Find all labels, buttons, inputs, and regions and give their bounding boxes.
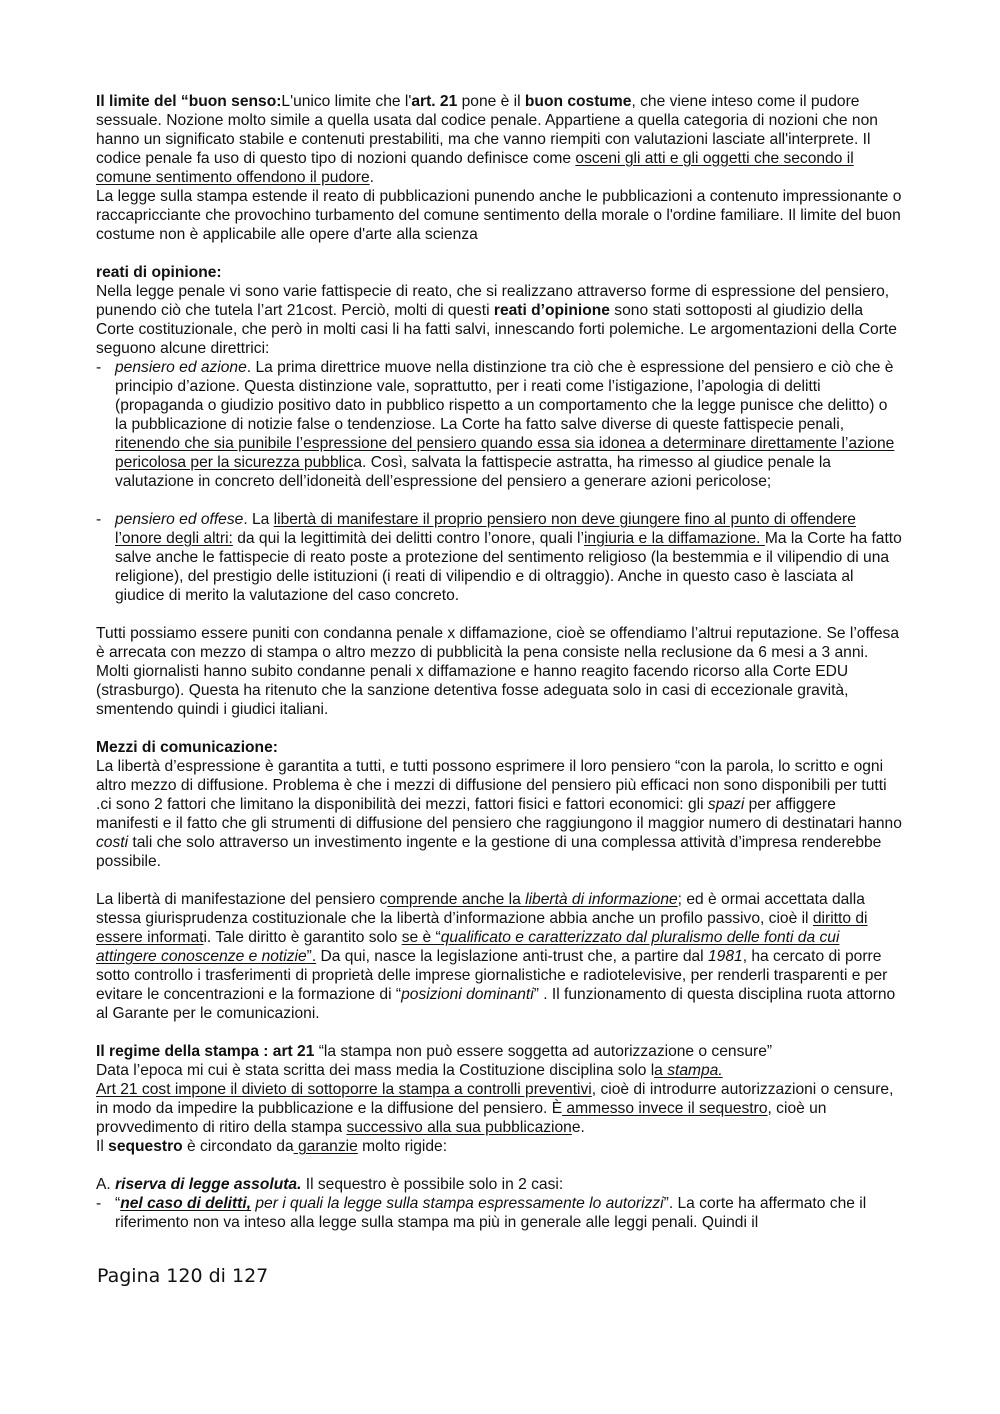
section-title-buon-senso: Il limite del “buon senso: [96,93,282,110]
reati-list [96,358,902,491]
section-title-mezzi: Mezzi di comunicazione: [96,739,278,756]
reati-list-2 [96,510,902,605]
section-title-stampa: Il regime della stampa : art 21 [96,1043,315,1060]
document-page [96,92,902,1232]
sequestro-list [96,1194,902,1232]
stampa-epoca-line: Data l’epoca mi cui è stata scritta dei mass media la Costituzione disciplina solo la stampa. [96,1062,723,1079]
list-item: - pensiero ed offese. La libertà di manifestare il proprio pensiero non deve giungere fino al punto di offendere l’onore degli altri: da qui la legittimità dei delitti contro l’onore, quali l’ingiuria e la diffamazione. Ma la Corte ha fatto salve anche le fattispecie di reato poste a protezione del sentimento religioso (la bestemmia e il vilipendio di una religione), del prestigio delle istituzioni (i reati di vilipendio e di oltraggio). Anche in questo caso è lasciata al giudice di merito la valutazione del caso concreto. [96,511,902,604]
reati-paragraph: Nella legge penale vi sono varie fattispecie di reato, che si realizzano attraverso forme di espressione del pensiero, punendo ciò che tutela l’art 21cost. Perciò, molti di questi reati d’opinione sono stati sottoposti al giudizio della Corte costituzionale, che però in molti casi li ha fatti salvi, innescando forti polemiche. Le argomentazioni della Corte seguono alcune direttrici: [96,283,897,357]
page-number: Pagina 120 di 127 [97,1265,269,1287]
legge-stampa-paragraph: La legge sulla stampa estende il reato di pubblicazioni punendo anche le pubblicazioni a contenuto impressionante o raccapricciante che provochino turbamento del comune sentimento della morale o l'ordine familiare. Il limite del buon costume non è applicabile alle opere d'arte alla scienza [96,188,902,243]
sequestro-line: Il sequestro è circondato da garanzie molto rigide: [96,1138,448,1155]
buon-senso-paragraph: Il limite del “buon senso:L'unico limite che l'art. 21 pone è il buon costume, che viene inteso come il pudore sessuale. Nozione molto simile a quella usata dal codice penale. Appartiene a quella categoria di nozioni che non hanno un significato stabile e contenuti prestabiliti, ma che vanno riempiti con valutazioni lasciate all'interprete. Il codice penale fa uso di questo tipo di nozioni quando definisce come osceni gli atti e gli oggetti che secondo il comune sentimento offendono il pudore. [96,93,878,186]
mezzi-paragraph: La libertà d’espressione è garantita a tutti, e tutti possono esprimere il loro pensiero “con la parola, lo scritto e ogni altro mezzo di diffusione. Problema è che i mezzi di diffusione del pensiero più efficaci non sono disponibili per tutti .ci sono 2 fattori che limitano la disponibilità dei mezzi, fattori fisici e fattori economici: gli spazi per affiggere manifesti e il fatto che gli strumenti di diffusione del pensiero che raggiungono il maggior numero di destinatari hanno costi tali che solo attraverso un investimento ingente e la gestione di una complessa attività d’impresa renderebbe possibile. [96,758,902,870]
stampa-divieto-paragraph: Art 21 cost impone il divieto di sottoporre la stampa a controlli preventivi, cioè di introdurre autorizzazioni o censure, in modo da impedire la pubblicazione e la diffusione del pensiero. È ammesso invece il sequestro, cioè un provvedimento di ritiro della stampa successivo alla sua pubblicazione. [96,1081,894,1136]
diffamazione-paragraph: Tutti possiamo essere puniti con condanna penale x diffamazione, cioè se offendiamo l’altrui reputazione. Se l’offesa è arrecata con mezzo di stampa o altro mezzo di pubblicità la pena consiste nella reclusione da 6 mesi a 3 anni. Molti giornalisti hanno subito condanne penali x diffamazione e hanno reagito facendo ricorso alla Corte EDU (strasburgo). Questa ha ritenuto che la sanzione detentiva fosse adeguata solo in casi di eccezionale gravità, smentendo quindi i giudici italiani. [96,625,899,718]
riserva-legge-line: A. riserva di legge assoluta. Il sequestro è possibile solo in 2 casi: [96,1176,564,1193]
list-item: - pensiero ed azione. La prima direttrice muove nella distinzione tra ciò che è espressione del pensiero e ciò che è principio d’azione. Questa distinzione vale, soprattutto, per i reati come l’istigazione, l’apologia di delitti (propaganda o giudizio positivo dato in pubblico rispetto a un comportamento che la legge punisce che delitto) o la pubblicazione di notizie false o tendenziose. La Corte ha fatto salve diverse di queste fattispecie penali, ritenendo che sia punibile l’espressione del pensiero quando essa sia idonea a determinare direttamente l’azione pericolosa per la sicurezza pubblica. Così, salvata la fattispecie astratta, ha rimesso al giudice penale la valutazione in concreto dell’idoneità dell’espressione del pensiero a generare azioni pericolose; [96,359,895,490]
section-title-reati: reati di opinione: [96,264,222,281]
informazione-paragraph: La libertà di manifestazione del pensiero comprende anche la libertà di informazione; ed è ormai accettata dalla stessa giurisprudenza costituzionale che la libertà d’informazione abbia anche un profilo passivo, cioè il diritto di essere informati. Tale diritto è garantito solo se è “qualificato e caratterizzato dal pluralismo delle fonti da cui attingere conoscenze e notizie”. Da qui, nasce la legislazione anti-trust che, a partire dal 1981, ha cercato di porre sotto controllo i trasferimenti di proprietà delle imprese giornalistiche e radiotelevisive, per renderli trasparenti e per evitare le concentrazioni e la formazione di “posizioni dominanti” . Il funzionamento di questa disciplina ruota attorno al Garante per le comunicazioni. [96,891,896,1022]
stampa-title-line: Il regime della stampa : art 21 “la stampa non può essere soggetta ad autorizzazione o censure” [96,1043,773,1060]
list-item: - “nel caso di delitti, per i quali la legge sulla stampa espressamente lo autorizzi”. La corte ha affermato che il riferimento non va inteso alla legge sulla stampa ma più in generale alle leggi penali. Quindi il [96,1195,867,1231]
